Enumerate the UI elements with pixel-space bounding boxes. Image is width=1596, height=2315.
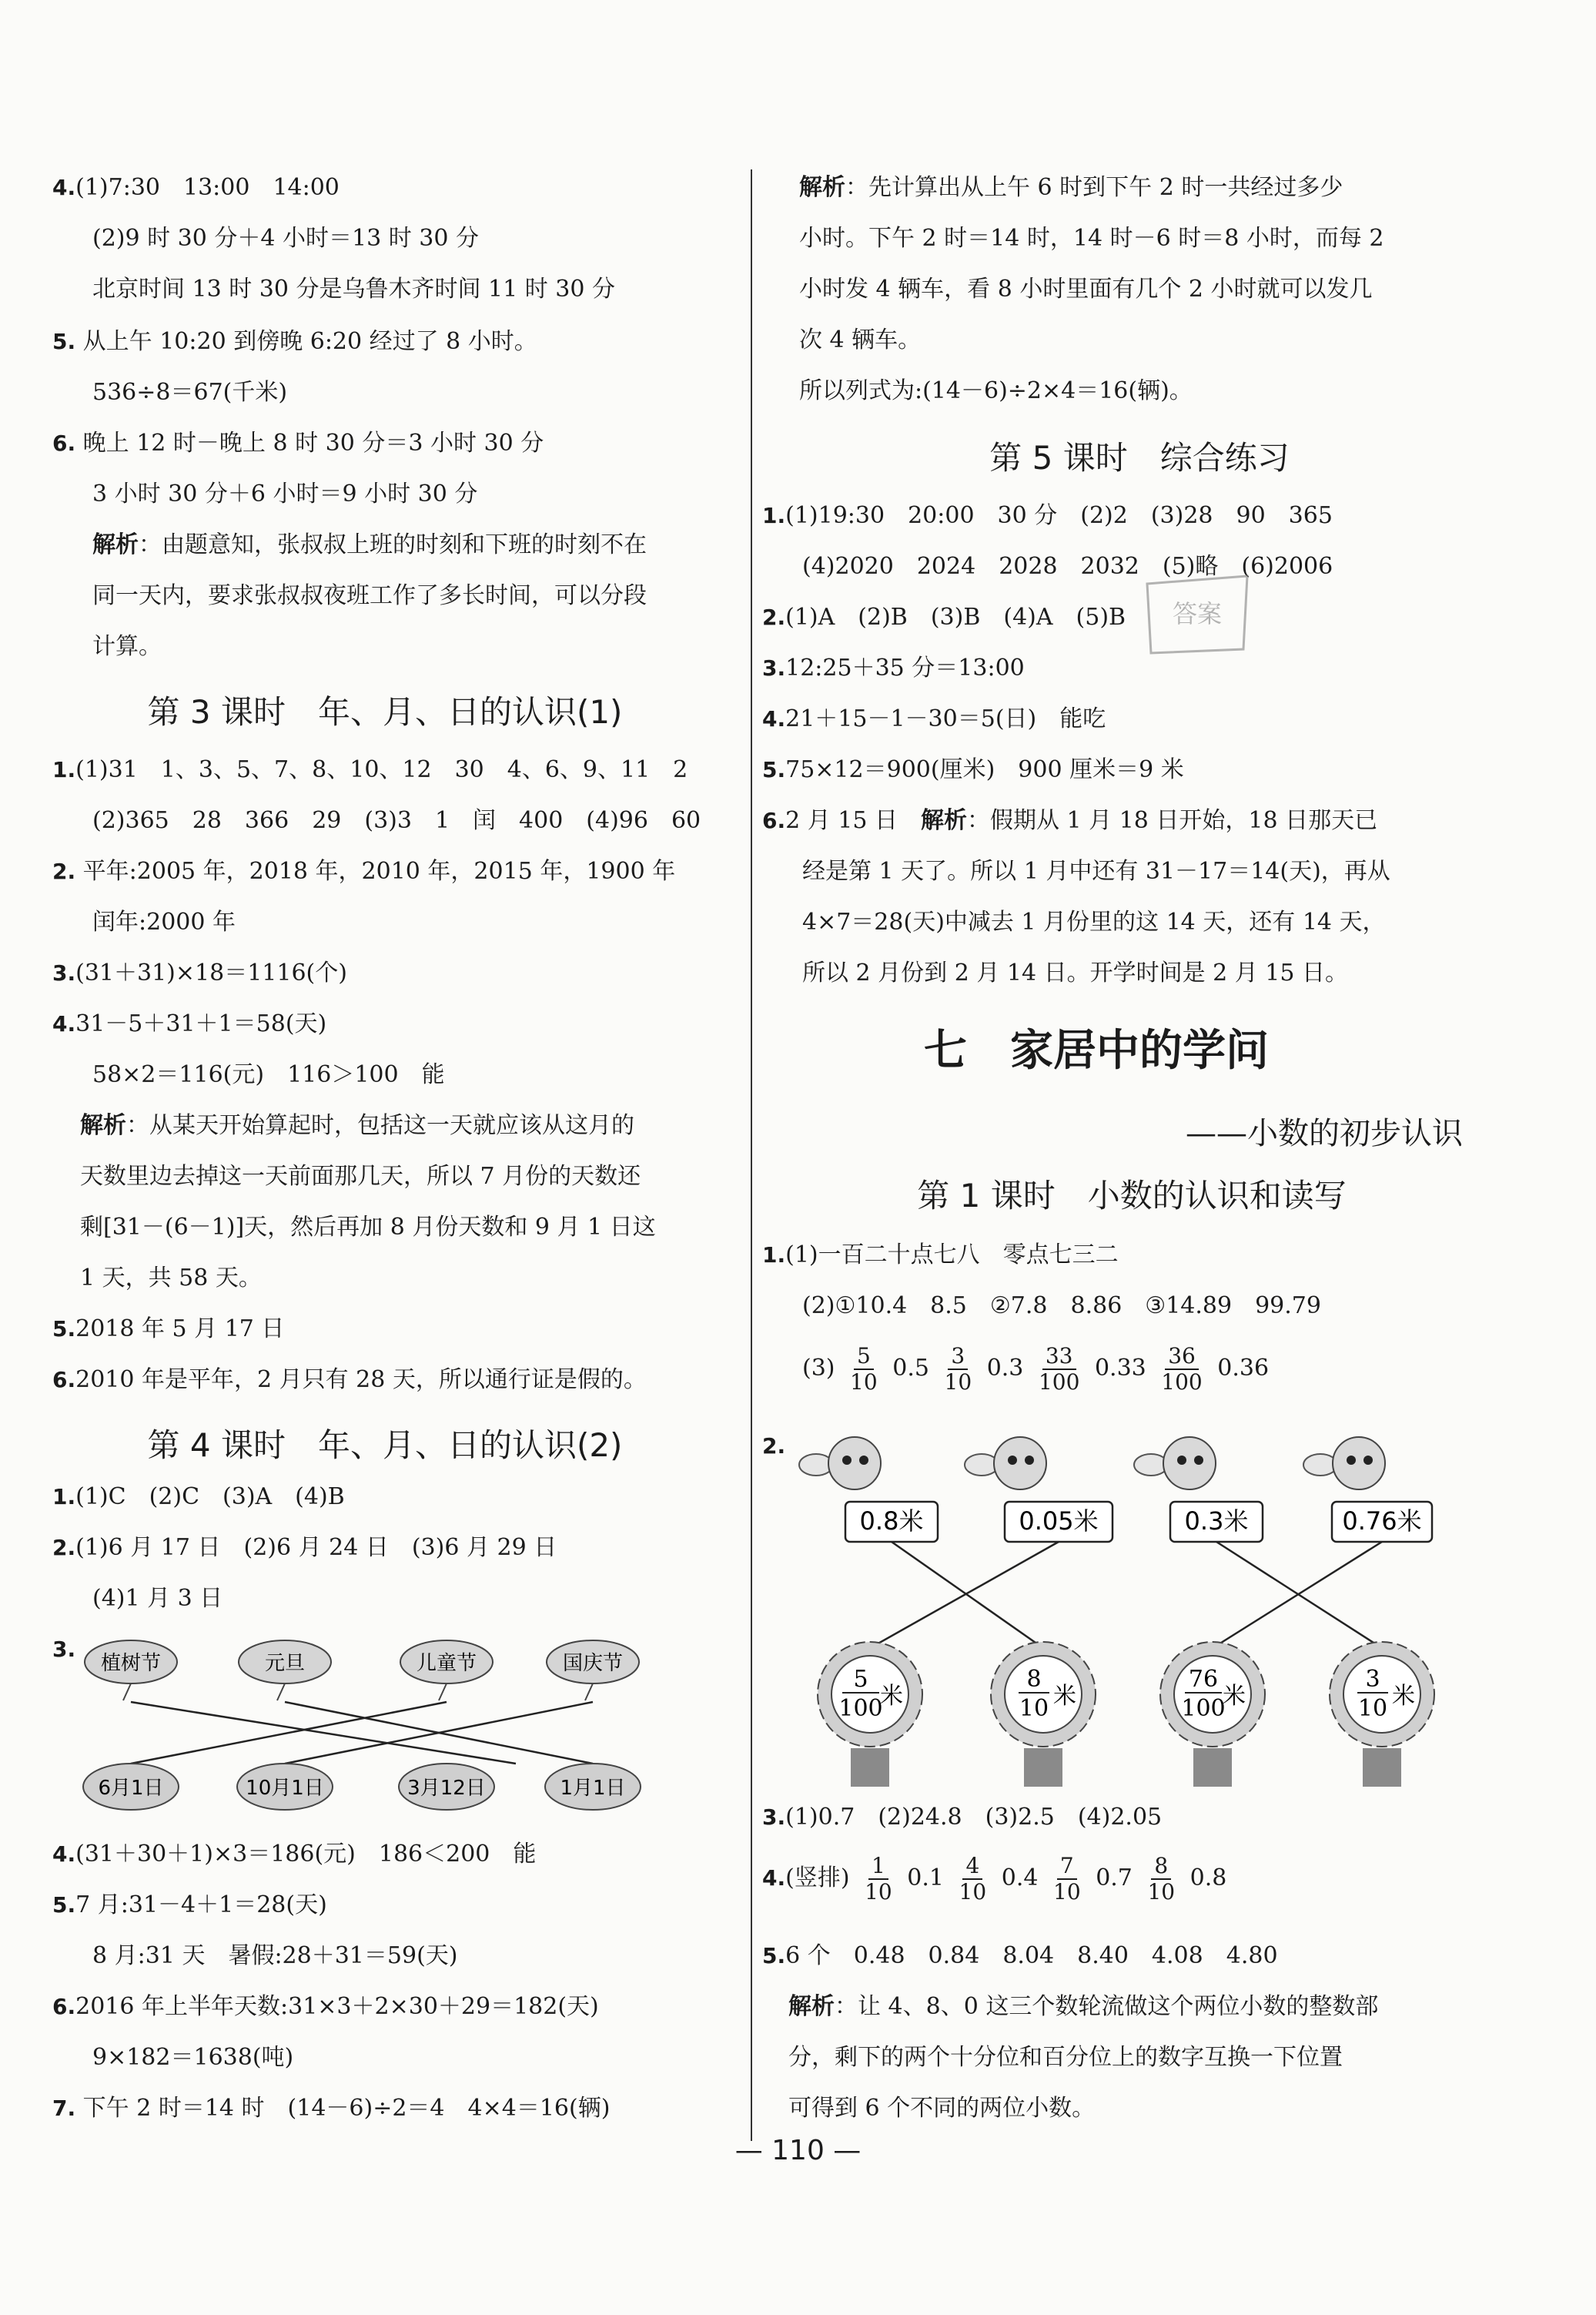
lesson5-title: 第 5 课时 综合练习: [989, 439, 1290, 477]
svg-text:0.8米: 0.8米: [859, 1506, 924, 1536]
top-analysis-5: 所以列式为:(14－6)÷2×4＝16(辆)。: [799, 377, 1193, 404]
svg-text:元旦: 元旦: [264, 1652, 306, 1675]
u1-q3: 3.(1)0.7 (2)24.8 (3)2.5 (4)2.05: [762, 1804, 1163, 1831]
svg-text:米: 米: [880, 1683, 903, 1710]
fraction: $\frac{7}{10}$: [1053, 1853, 1081, 1905]
page-number: — 110 —: [734, 2135, 862, 2166]
date-cloud-june-1: [83, 1764, 179, 1810]
svg-text:米: 米: [1223, 1683, 1246, 1710]
l5-q6-line2: 经是第 1 天了。所以 1 月中还有 31－17＝14(天)，再从: [802, 858, 1390, 885]
festival-leaf-childrens-day: [400, 1640, 493, 1700]
l5-q4: 4.21＋15－1－30＝5(日) 能吃: [762, 705, 1106, 732]
lesson1-title: 第 1 课时 小数的认识和读写: [917, 1177, 1347, 1214]
svg-text:10: 10: [1019, 1695, 1049, 1722]
svg-text:国庆节: 国庆节: [562, 1652, 624, 1675]
date-cloud-january-1: [545, 1764, 641, 1810]
l5-q1-line1: 1.(1)19:30 20:00 30 分 (2)2 (3)28 90 365: [762, 502, 1333, 529]
unit-title: 七 家居中的学问: [924, 1026, 1269, 1076]
l5-q3: 3.12:25＋35 分＝13:00: [762, 655, 1025, 682]
top-analysis-4: 次 4 辆车。: [799, 327, 922, 353]
q6-line2: 3 小时 30 分＋6 小时＝9 小时 30 分: [92, 481, 478, 508]
q6-line1: 6. 晚上 12 时－晚上 8 时 30 分＝3 小时 30 分: [52, 430, 544, 457]
flower-2: [991, 1642, 1096, 1787]
q5-line2: 536÷8＝67(千米): [92, 379, 288, 406]
festival-matching-figure: [77, 1625, 678, 1817]
svg-text:1月1日: 1月1日: [560, 1777, 626, 1800]
matching-lines: [131, 1702, 593, 1764]
svg-text:10: 10: [1357, 1695, 1388, 1722]
u1-q2-num: 2.: [762, 1433, 786, 1459]
l4-q5-line1: 5.7 月:31－4＋1＝28(天): [52, 1891, 327, 1918]
l3-q2-line2: 闰年:2000 年: [92, 909, 236, 936]
svg-text:8: 8: [1026, 1666, 1042, 1693]
u1-q5-analysis-2: 分，剩下的两个十分位和百分位上的数字互换一下位置: [788, 2044, 1343, 2071]
u1-q1-line1: 1.(1)一百二十点七八 零点七三二: [762, 1241, 1119, 1268]
svg-text:米: 米: [1053, 1683, 1076, 1710]
svg-text:6月1日: 6月1日: [98, 1777, 164, 1800]
lesson3-title: 第 3 课时 年、月、日的认识(1): [147, 693, 623, 731]
l5-q6-line1: 6.2 月 15 日 解析：假期从 1 月 18 日开始，18 日那天已: [762, 807, 1378, 834]
q6-analysis-2: 同一天内，要求张叔叔夜班工作了多长时间，可以分段: [92, 582, 647, 609]
bee-2: [965, 1437, 1113, 1542]
svg-text:3月12日: 3月12日: [407, 1777, 486, 1800]
u1-q5-analysis-1: 解析：让 4、8、0 这三个数轮流做这个两位小数的整数部: [788, 1993, 1379, 2020]
flowers: [818, 1642, 1434, 1787]
flower-1: [818, 1642, 922, 1787]
festival-leaf-new-year: [239, 1640, 331, 1700]
l3-q4-line2: 58×2＝116(元) 116＞100 能: [92, 1061, 445, 1088]
date-clouds: [83, 1764, 641, 1810]
q4-line1: 4.(1)7:30 13:00 14:00: [52, 174, 340, 201]
svg-text:100: 100: [838, 1695, 883, 1722]
answer-stamp: [1139, 568, 1255, 661]
matching-lines: [870, 1542, 1382, 1648]
u1-q5-analysis-3: 可得到 6 个不同的两位小数。: [788, 2095, 1096, 2122]
l5-q1-line2: (4)2020 2024 2028 2032 (5)略 (6)2006: [802, 553, 1333, 580]
l4-q4: 4.(31＋30＋1)×3＝186(元) 186＜200 能: [52, 1841, 537, 1868]
svg-text:答案: 答案: [1172, 599, 1223, 628]
l4-q5-line2: 8 月:31 天 暑假:28＋31＝59(天): [92, 1942, 458, 1969]
u1-q1-line3: (3) $\frac{5}{10}$ 0.5 $\frac{3}{10}$ 0.3 $\frac{33}{100}$ 0.33 $\frac{36}{100}$ 0.36: [802, 1343, 1270, 1395]
top-analysis-1: 解析：先计算出从上午 6 时到下午 2 时一共经过多少: [799, 174, 1343, 201]
svg-text:0.3米: 0.3米: [1184, 1506, 1249, 1536]
l5-q5: 5.75×12＝900(厘米) 900 厘米＝9 米: [762, 756, 1184, 783]
l3-analysis-3: 剩[31－(6－1)]天，然后再加 8 月份天数和 9 月 1 日这: [80, 1214, 656, 1241]
festival-leaves: [85, 1640, 639, 1700]
unit-subtitle: ——小数的初步认识: [1186, 1116, 1463, 1151]
q4-line3: 北京时间 13 时 30 分是乌鲁木齐时间 11 时 30 分: [92, 276, 615, 303]
fraction: $\frac{1}{10}$: [865, 1853, 892, 1905]
l4-q6-line2: 9×182＝1638(吨): [92, 2044, 294, 2071]
fraction: $\frac{33}{100}$: [1038, 1343, 1080, 1395]
q4-line2: (2)9 时 30 分＋4 小时＝13 时 30 分: [92, 225, 479, 252]
l3-q1-line2: (2)365 28 366 29 (3)3 1 闰 400 (4)96 60: [92, 807, 701, 834]
l4-q2-line1: 2.(1)6 月 17 日 (2)6 月 24 日 (3)6 月 29 日: [52, 1534, 557, 1561]
l5-q2: 2.(1)A (2)B (3)B (4)A (5)B: [762, 604, 1126, 631]
svg-text:100: 100: [1181, 1695, 1226, 1722]
l4-q6-line1: 6.2016 年上半年天数:31×3＋2×30＋29＝182(天): [52, 1993, 599, 2020]
date-cloud-october-1: [237, 1764, 333, 1810]
svg-text:76: 76: [1188, 1666, 1219, 1693]
l4-q2-line2: (4)1 月 3 日: [92, 1585, 223, 1612]
svg-text:5: 5: [853, 1666, 868, 1693]
flower-3: [1160, 1642, 1265, 1787]
top-analysis-3: 小时发 4 辆车，看 8 小时里面有几个 2 小时就可以发几: [799, 276, 1373, 303]
bee-3: [1134, 1437, 1263, 1542]
svg-text:儿童节: 儿童节: [416, 1652, 477, 1675]
l3-q4-line1: 4.31－5＋31＋1＝58(天): [52, 1010, 327, 1037]
l3-analysis-4: 1 天，共 58 天。: [80, 1265, 262, 1292]
q6-analysis-1: 解析：由题意知，张叔叔上班的时刻和下班的时刻不在: [92, 531, 647, 558]
fraction: $\frac{3}{10}$: [944, 1343, 972, 1395]
bee-1: [799, 1437, 938, 1542]
u1-q4: 4.(竖排) $\frac{1}{10}$ 0.1 $\frac{4}{10}$ 0.4 $\frac{7}{10}$ 0.7 $\frac{8}{10}$ 0.8: [762, 1853, 1227, 1905]
svg-text:10月1日: 10月1日: [246, 1777, 324, 1800]
festival-leaf-arbor-day: [85, 1640, 177, 1700]
l4-q1: 1.(1)C (2)C (3)A (4)B: [52, 1483, 345, 1510]
l3-q6: 6.2010 年是平年，2 月只有 28 天，所以通行证是假的。: [52, 1366, 647, 1393]
fraction: $\frac{36}{100}$: [1161, 1343, 1203, 1395]
l3-analysis-1: 解析：从某天开始算起时，包括这一天就应该从这月的: [80, 1112, 634, 1139]
l3-q5: 5.2018 年 5 月 17 日: [52, 1315, 285, 1342]
u1-q5: 5.6 个 0.48 0.84 8.04 8.40 4.08 4.80: [762, 1942, 1278, 1969]
svg-text:0.05米: 0.05米: [1019, 1506, 1099, 1536]
fraction: $\frac{4}{10}$: [959, 1853, 987, 1905]
flower-4: [1330, 1642, 1434, 1787]
fraction: $\frac{8}{10}$: [1147, 1853, 1176, 1905]
svg-text:3: 3: [1365, 1666, 1380, 1693]
fraction: $\frac{5}{10}$: [850, 1343, 878, 1395]
date-cloud-march-12: [399, 1764, 494, 1810]
l5-q6-line4: 所以 2 月份到 2 月 14 日。开学时间是 2 月 15 日。: [802, 960, 1348, 987]
q6-analysis-3: 计算。: [92, 633, 162, 660]
festival-leaf-national-day: [547, 1640, 639, 1700]
l3-analysis-2: 天数里边去掉这一天前面那几天，所以 7 月份的天数还: [80, 1163, 641, 1190]
u1-q1-line2: (2)①10.4 8.5 ②7.8 8.86 ③14.89 99.79: [802, 1292, 1321, 1319]
q5-line1: 5. 从上午 10:20 到傍晚 6:20 经过了 8 小时。: [52, 328, 537, 355]
l4-q3-num: 3.: [52, 1637, 76, 1662]
column-divider: [751, 169, 752, 2141]
top-analysis-2: 小时。下午 2 时＝14 时，14 时－6 时＝8 小时，而每 2: [799, 225, 1384, 252]
l3-q3: 3.(31＋31)×18＝1116(个): [52, 960, 347, 987]
l3-q2-line1: 2. 平年:2005 年，2018 年，2010 年，2015 年，1900 年: [52, 858, 676, 885]
l3-q1-line1: 1.(1)31 1、3、5、7、8、10、12 30 4、6、9、11 2: [52, 756, 688, 783]
bee-4: [1303, 1437, 1432, 1542]
svg-text:植树节: 植树节: [100, 1652, 162, 1675]
bee-flower-matching-figure: [793, 1417, 1440, 1802]
svg-text:米: 米: [1392, 1683, 1415, 1710]
l4-q7: 7. 下午 2 时＝14 时 (14－6)÷2＝4 4×4＝16(辆): [52, 2095, 611, 2122]
lesson4-title: 第 4 课时 年、月、日的认识(2): [147, 1426, 623, 1464]
svg-text:0.76米: 0.76米: [1342, 1506, 1422, 1536]
bees: [799, 1437, 1432, 1542]
l5-q6-line3: 4×7＝28(天)中减去 1 月份里的这 14 天，还有 14 天，: [802, 909, 1386, 936]
